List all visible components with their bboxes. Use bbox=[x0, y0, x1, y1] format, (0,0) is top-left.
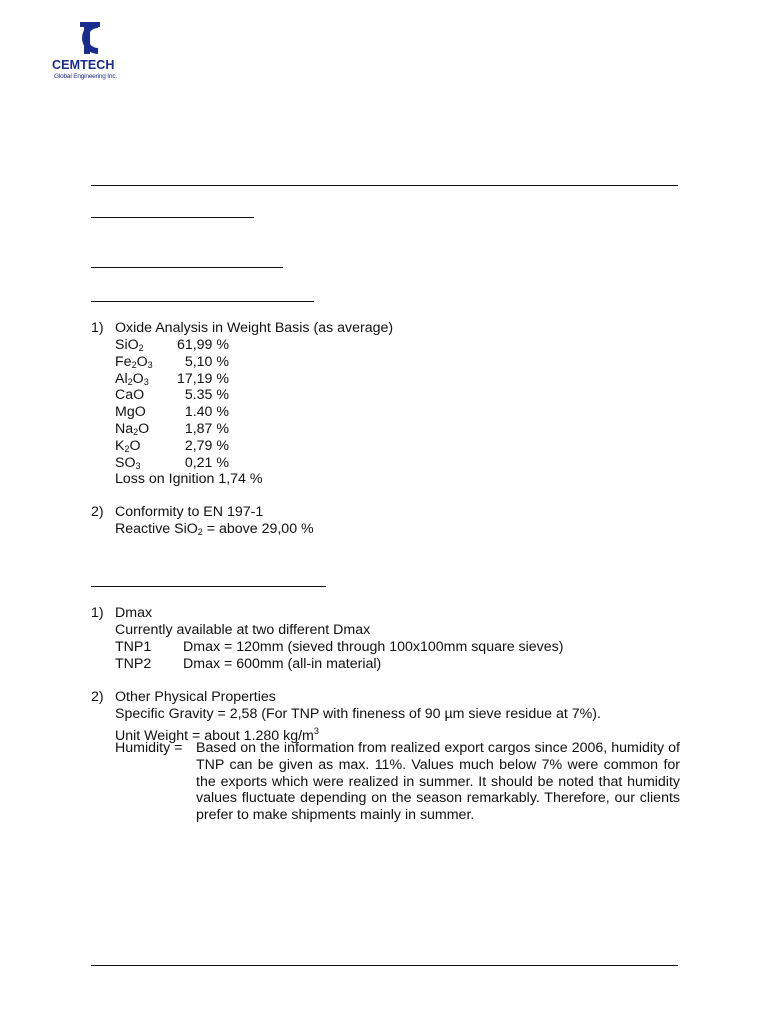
oxide-analysis-title: Oxide Analysis in Weight Basis (as average) bbox=[115, 320, 394, 336]
specific-gravity: Specific Gravity = 2,58 (For TNP with fineness of 90 µm sieve residue at 7%). bbox=[115, 706, 601, 722]
oxide-name: $K_2O$ bbox=[115, 437, 141, 454]
unit-weight: Unit Weight = about 1.280 $kg/m^3$ bbox=[115, 726, 319, 744]
blank-heading-underline-2 bbox=[91, 267, 283, 268]
conformity-title: Conformity to EN 197-1 bbox=[115, 504, 264, 520]
item-number: 2) bbox=[91, 689, 104, 705]
physical-heading-underline bbox=[91, 586, 326, 587]
tnp2-value: Dmax = 600mm (all-in material) bbox=[183, 656, 382, 672]
oxide-value: 5,10 % bbox=[184, 353, 229, 370]
logo-subtitle: Global Engineering Inc. bbox=[54, 73, 117, 80]
item-number: 2) bbox=[91, 504, 104, 520]
chemical-heading-underline bbox=[91, 301, 314, 302]
header-rule bbox=[91, 185, 678, 186]
oxide-value: 61,99 % bbox=[176, 337, 229, 353]
oxide-name: MgO bbox=[115, 404, 146, 421]
footer-rule bbox=[91, 965, 678, 966]
oxide-name: $Fe_2O_3$ bbox=[115, 353, 153, 370]
oxide-name: $Na_2O$ bbox=[115, 421, 150, 437]
tnp1-label: TNP1 bbox=[115, 639, 152, 655]
reactive-sio2: Reactive SiO$_2$ = above 29,00 % bbox=[115, 521, 314, 537]
tnp2-label: TNP2 bbox=[115, 656, 152, 672]
blank-heading-underline-1 bbox=[91, 217, 254, 218]
oxide-name: SiO$_2$ bbox=[115, 337, 144, 353]
humidity-text: Based on the information from realized export cargos since 2006, humidity of TNP can be given as max. 11%. Values much below 7% were common for the exports which were realized in summer. It should be noted that humidity values fluctuate depending on the season remarkably. Therefore, our clients prefer to make shipments mainly in summer. bbox=[196, 740, 680, 824]
dmax-intro: Currently available at two different Dmax bbox=[115, 622, 371, 638]
oxide-value: 1,87 % bbox=[184, 421, 229, 437]
oxide-name: $Al_2O_3$ bbox=[115, 370, 149, 387]
oxide-value: 5.35 % bbox=[184, 387, 229, 404]
loss-on-ignition: Loss on Ignition 1,74 % bbox=[115, 471, 263, 487]
item-number: 1) bbox=[91, 605, 104, 621]
oxide-name: $SO_3$ bbox=[115, 454, 141, 471]
oxide-value: 1.40 % bbox=[184, 404, 229, 421]
item-number: 1) bbox=[91, 320, 104, 336]
oxide-value: 2,79 % bbox=[184, 437, 229, 454]
oxide-name: CaO bbox=[115, 387, 145, 404]
other-physical-title: Other Physical Properties bbox=[115, 689, 276, 705]
dmax-title: Dmax bbox=[115, 605, 153, 621]
humidity-label: Humidity = bbox=[115, 740, 183, 756]
oxide-value: 0,21 % bbox=[184, 454, 229, 471]
oxide-value: 17,19 % bbox=[176, 370, 229, 387]
cemtech-logo-mark-icon bbox=[68, 18, 112, 58]
logo-brand-text: CEMTECH bbox=[52, 58, 115, 72]
company-logo bbox=[52, 18, 132, 88]
tnp1-value: Dmax = 120mm (sieved through 100x100mm square sieves) bbox=[183, 639, 564, 655]
